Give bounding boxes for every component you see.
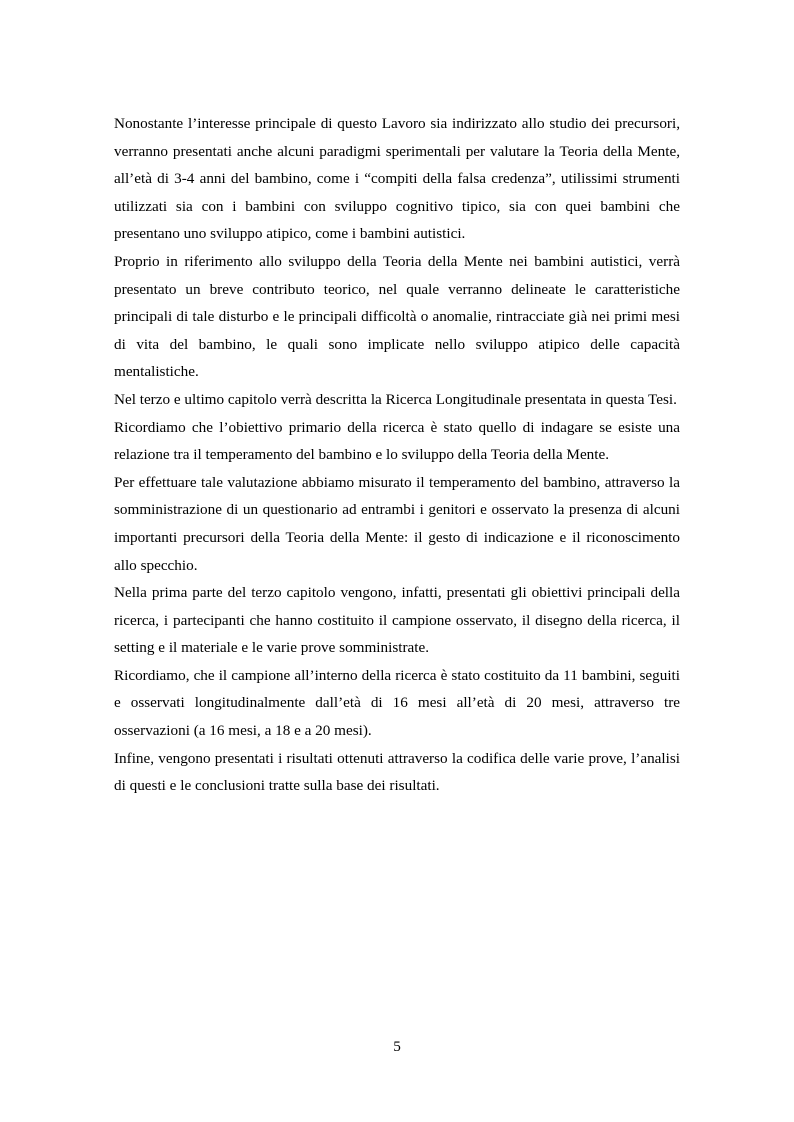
page-number: 5 (393, 1038, 401, 1055)
paragraph-autism-contribution: Proprio in riferimento allo sviluppo della Teoria della Mente nei bambini autistici, verrà presentato un breve contributo teorico, nel quale verranno delineate le caratteristiche principali di tale disturbo e le principali difficoltà o anomalie, rintracciate già nei primi mesi di vita del bambino, le quali sono implicate nello sviluppo atipico delle capacità mentalistiche. (114, 252, 680, 381)
paragraph-third-chapter: Nel terzo e ultimo capitolo verrà descritta la Ricerca Longitudinale presentata in questa Tesi. (114, 390, 677, 408)
paragraph-precursors-intro: Nonostante l’interesse principale di questo Lavoro sia indirizzato allo studio dei precursori, verranno presentati anche alcuni paradigmi sperimentali per valutare la Teoria della Mente, all’età di 3-4 anni del bambino, come i “compiti della falsa credenza”, utilissimi strumenti utilizzati sia con i bambini con sviluppo cognitivo tipico, sia con quei bambini che presentano uno sviluppo atipico, come i bambini autistici. (114, 115, 680, 243)
paragraph-evaluation-method: Per effettuare tale valutazione abbiamo misurato il temperamento del bambino, attraverso la somministrazione di un questionario ad entrambi i genitori e osservato la presenza di alcuni importanti precursori della Teoria della Mente: il gesto di indicazione e il riconoscimento allo specchio. (114, 473, 680, 574)
body-text (114, 110, 680, 800)
paragraph-results: Infine, vengono presentati i risultati ottenuti attraverso la codifica delle varie prove, l’analisi di questi e le conclusioni tratte sulla base dei risultati. (114, 749, 680, 795)
paragraph-chapter-structure: Nella prima parte del terzo capitolo vengono, infatti, presentati gli obiettivi principali della ricerca, i partecipanti che hanno costituito il campione osservato, il disegno della ricerca, il setting e il materiale e le varie prove somministrate. (114, 584, 680, 657)
paragraph-sample: Ricordiamo, che il campione all’interno della ricerca è stato costituito da 11 bambini, seguiti e osservati longitudinalmente dall’età di 16 mesi all’età di 20 mesi, attraverso tre osservazioni (a 16 mesi, a 18 e a 20 mesi). (114, 666, 680, 740)
paragraph-research-objective: Ricordiamo che l’obiettivo primario della ricerca è stato quello di indagare se esiste una relazione tra il temperamento del bambino e lo sviluppo della Teoria della Mente. (114, 418, 680, 464)
